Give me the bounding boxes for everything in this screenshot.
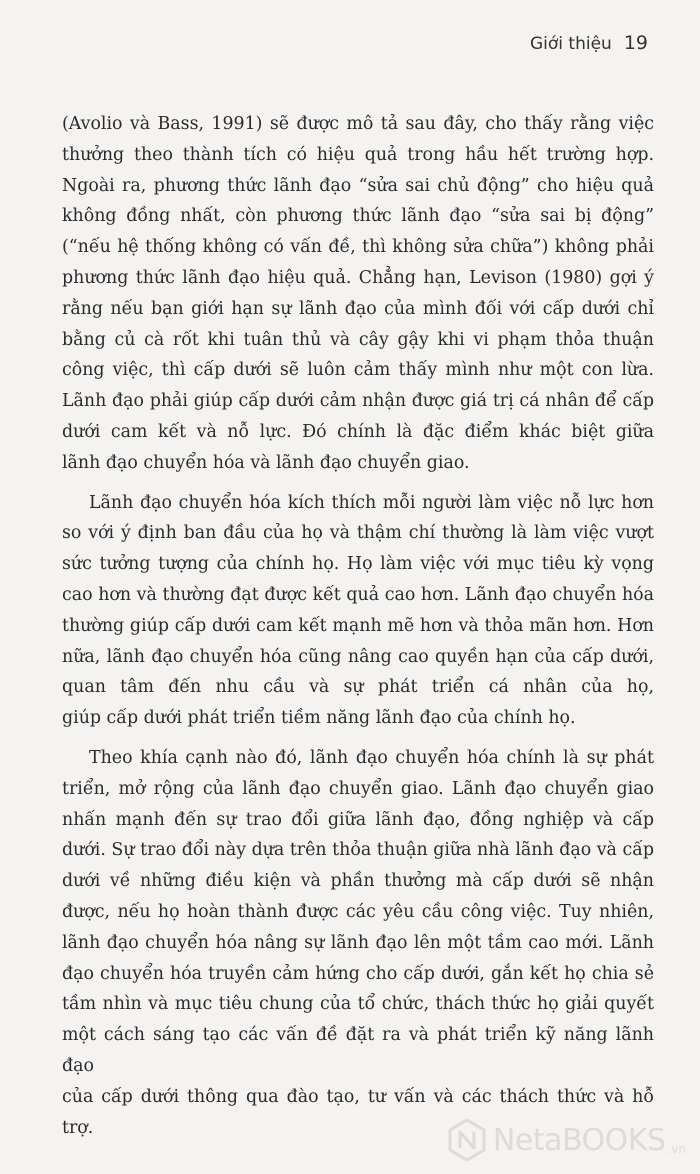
text-line: hơn. Hơn nữa, lãnh đạo chuyển hóa cũng nâng cao quyền hạn của bbox=[62, 615, 655, 667]
text-line: (“nếu hệ thống không có vấn đề, thì không sửa chữa”) không phải bbox=[62, 237, 654, 258]
text-line: lãnh đạo chuyển hóa và lãnh đạo chuyển giao. bbox=[62, 452, 470, 473]
text-line: tầm nhìn và mục tiêu chung của tổ chức, thách thức họ giải quyết bbox=[62, 994, 654, 1015]
text-line: thưởng theo thành tích có hiệu quả trong hầu hết trường hợp. bbox=[62, 144, 654, 165]
text-line: cấp dưới, quan tâm đến nhu cầu và sự phát triển cá nhân của họ, bbox=[62, 646, 655, 698]
body-text bbox=[62, 109, 654, 1143]
paragraph-2-end bbox=[62, 703, 654, 734]
text-line: cấp dưới cam kết và nỗ lực. Đó chính là đặc điểm khác biệt giữa bbox=[62, 391, 654, 442]
text-line: sức tưởng tượng của chính họ. Họ làm việc với mục tiêu kỳ vọng bbox=[62, 554, 654, 575]
text-line: Ngoài ra, phương thức lãnh đạo “sửa sai chủ động” cho hiệu quả bbox=[62, 175, 654, 196]
text-line: triển, mở rộng của lãnh đạo chuyển giao. Lãnh đạo chuyển giao bbox=[62, 778, 654, 799]
netabooks-watermark bbox=[447, 1118, 686, 1162]
text-line: hóa thường giúp cấp dưới cam kết mạnh mẽ hơn và thỏa mãn bbox=[62, 584, 654, 636]
page-number: 19 bbox=[623, 32, 648, 54]
text-line: phương thức lãnh đạo hiệu quả. Chẳng hạn, Levison (1980) gợi ý bbox=[62, 267, 654, 288]
paragraph-2 bbox=[62, 488, 654, 704]
watermark-tld: .vn bbox=[667, 1142, 686, 1156]
text-line: của cấp dưới thông qua đào tạo, tư vấn và các thách thức và hỗ trợ. bbox=[62, 1086, 654, 1138]
text-line: giúp cấp dưới phát triển tiềm năng lãnh đạo của chính họ. bbox=[62, 708, 576, 729]
netabooks-logo-icon bbox=[447, 1118, 487, 1162]
text-line: công việc, thì cấp dưới sẽ luôn cảm thấy mình như một con lừa. bbox=[62, 360, 654, 381]
text-line: đạo chuyển hóa truyền cảm hứng cho cấp dưới, gắn kết họ chia sẻ bbox=[62, 963, 654, 984]
text-line: một cách sáng tạo các vấn đề đặt ra và phát triển kỹ năng lãnh đạo bbox=[62, 1025, 654, 1076]
text-line: lãnh đạo chuyển hóa nâng sự lãnh đạo lên một tầm cao mới. Lãnh bbox=[62, 932, 654, 953]
text-line: cao hơn và thường đạt được kết quả cao hơn. Lãnh đạo chuyển bbox=[62, 584, 617, 605]
paragraph-3 bbox=[62, 743, 654, 1082]
text-line: Theo khía cạnh nào đó, lãnh đạo chuyển hóa chính là sự phát bbox=[89, 747, 654, 768]
text-line: bằng củ cà rốt khi tuân thủ và cây gậy khi vi phạm thỏa thuận bbox=[62, 329, 654, 350]
text-line: nhấn mạnh đến sự trao đổi giữa lãnh đạo, đồng nghiệp và cấp bbox=[62, 809, 654, 830]
text-line: cấp dưới về những điều kiện và phần thưởng mà cấp dưới sẽ nhận bbox=[62, 840, 654, 892]
paragraph-1-end bbox=[62, 448, 654, 479]
text-line: rằng nếu bạn giới hạn sự lãnh đạo của mình đối với cấp dưới chỉ bbox=[62, 298, 654, 319]
text-line: không đồng nhất, còn phương thức lãnh đạo “sửa sai bị động” bbox=[62, 206, 654, 227]
running-header bbox=[530, 32, 648, 54]
paragraph-1 bbox=[62, 109, 654, 448]
text-line: dưới. Sự trao đổi này dựa trên thỏa thuận giữa nhà lãnh đạo và bbox=[62, 840, 617, 861]
text-line: so với ý định ban đầu của họ và thậm chí thường là làm việc vượt bbox=[62, 523, 654, 544]
text-line: Lãnh đạo chuyển hóa kích thích mỗi người làm việc nỗ lực hơn bbox=[89, 492, 654, 513]
text-line: (Avolio và Bass, 1991) sẽ được mô tả sau đây, cho thấy rằng việc bbox=[62, 114, 654, 134]
watermark-brand: NetaBOOKS bbox=[492, 1122, 666, 1158]
text-line: được, nếu họ hoàn thành được các yêu cầu công việc. Tuy nhiên, bbox=[62, 901, 654, 922]
section-title: Giới thiệu bbox=[529, 34, 612, 54]
text-line: Lãnh đạo phải giúp cấp dưới cảm nhận được giá trị cá nhân để bbox=[62, 391, 617, 412]
